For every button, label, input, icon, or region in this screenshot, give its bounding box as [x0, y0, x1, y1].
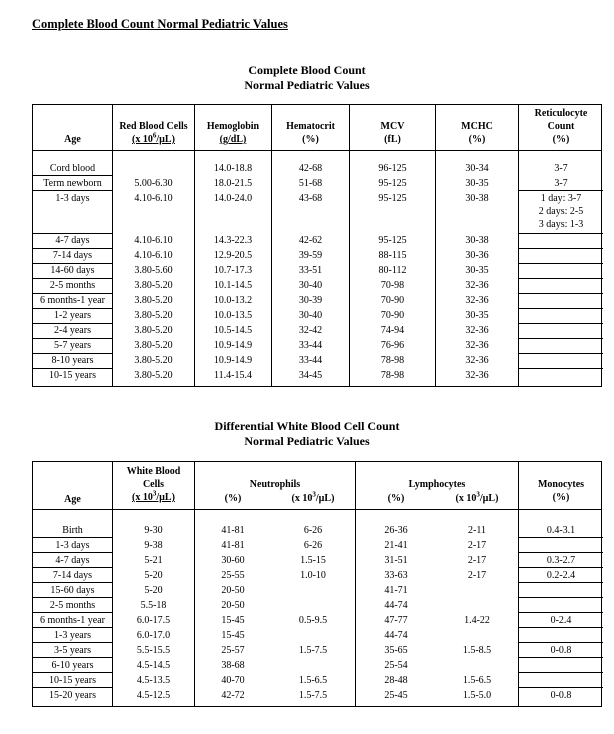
wbc-cell-wbc: 4.5-12.5 [136, 690, 171, 701]
cbc-cell-mcv: 70-90 [380, 310, 405, 321]
wbc-cell-np: 30-60 [221, 555, 245, 566]
wbc-cell-np: 25-57 [221, 645, 245, 656]
cbc-cell-age: Term newborn [43, 178, 102, 189]
wbc-cell-age: 1-3 days [55, 540, 90, 551]
cbc-cell-mchc: 30-35 [465, 178, 489, 189]
cbc-cell-mchc: 30-36 [465, 250, 489, 261]
cbc-cell-rbc: 4.10-6.10 [134, 250, 173, 261]
cbc-cell-rbc: 3.80-5.20 [134, 340, 173, 351]
wbc-title-line1: Differential White Blood Cell Count [214, 419, 400, 433]
wbc-cell-wbc: 5.5-18 [140, 600, 167, 611]
wbc-cell-na: 1.5-6.5 [298, 675, 328, 686]
cbc-cell-age: 8-10 years [51, 355, 94, 366]
cbc-cell-mchc: 32-36 [465, 295, 489, 306]
wbc-cell-na: 1.0-10 [300, 570, 326, 581]
wbc-cell-la: 1.5-5.0 [462, 690, 492, 701]
wbc-cell-lp: 26-36 [384, 525, 408, 536]
cbc-cell-retic: 3-7 [554, 163, 568, 174]
wbc-cell-mono: 0-2.4 [550, 615, 572, 626]
cbc-cell-mchc: 30-38 [465, 193, 489, 204]
wbc-cell-np: 15-45 [221, 630, 245, 641]
cbc-cell-rbc: 3.80-5.20 [134, 310, 173, 321]
cbc-cell-mcv: 70-98 [380, 280, 405, 291]
cbc-cell-mchc: 30-35 [465, 265, 489, 276]
wbc-cell-age: 4-7 days [55, 555, 90, 566]
cbc-cell-hct: 51-68 [298, 178, 323, 189]
wbc-cell-na: 0.5-9.5 [298, 615, 328, 626]
wbc-cell-age: 15-60 days [50, 585, 95, 596]
wbc-cell-na: 6-26 [303, 525, 323, 536]
wbc-cell-lp: 33-63 [384, 570, 408, 581]
cbc-cell-hgb: 11.4-15.4 [214, 370, 252, 381]
wbc-cell-age: 2-5 months [49, 600, 96, 611]
wbc-cell-lp: 21-41 [384, 540, 408, 551]
wbc-cell-age: 6 months-1 year [40, 615, 105, 626]
wbc-title-line2: Normal Pediatric Values [244, 434, 370, 448]
wbc-cell-lp: 44-74 [384, 600, 408, 611]
wbc-cell-wbc: 4.5-14.5 [136, 660, 171, 671]
cbc-cell-hct: 43-68 [298, 193, 323, 204]
cbc-cell-hct: 30-40 [298, 280, 323, 291]
cbc-cell-retic: 2 days: 2-5 [538, 206, 584, 217]
cbc-cell-hct: 42-68 [298, 163, 323, 174]
cbc-cell-hgb: 10.9-14.9 [213, 355, 253, 366]
cbc-cell-mchc: 30-34 [465, 163, 489, 174]
cbc-title-line1: Complete Blood Count [248, 63, 366, 77]
cbc-cell-mcv: 95-125 [378, 235, 407, 246]
cbc-header-rbc: Red Blood Cells (x $10^6/\mu L$) [119, 121, 188, 145]
cbc-cell-hgb: 14.0-18.8 [213, 163, 253, 174]
cbc-cell-rbc: 3.80-5.60 [134, 265, 173, 276]
cbc-header-hemoglobin: Hemoglobin (g/dL) [206, 121, 260, 145]
cbc-cell-hgb: 10.9-14.9 [213, 340, 253, 351]
cbc-cell-hgb: 14.0-24.0 [213, 193, 253, 204]
cbc-cell-rbc: 3.80-5.20 [134, 355, 173, 366]
cbc-cell-mcv: 78-98 [380, 370, 405, 381]
cbc-cell-mchc: 32-36 [465, 280, 489, 291]
wbc-cell-age: 1-3 years [54, 630, 91, 641]
wbc-cell-la: 1.5-8.5 [462, 645, 492, 656]
wbc-cell-np: 38-68 [221, 660, 245, 671]
cbc-cell-mcv: 80-112 [378, 265, 407, 276]
cbc-cell-age: 6 months-1 year [40, 295, 105, 306]
cbc-cell-hgb: 18.0-21.5 [213, 178, 253, 189]
cbc-cell-mchc: 32-36 [465, 325, 489, 336]
cbc-cell-mchc: 30-35 [465, 310, 489, 321]
wbc-header-lymphocytes-abs: (x $10^3/\mu L$) [455, 490, 499, 504]
wbc-cell-wbc: 5.5-15.5 [136, 645, 171, 656]
wbc-header-wbc: White Blood Cells (x $10^3/\mu L$) [126, 466, 181, 503]
wbc-cell-wbc: 9-30 [144, 525, 163, 536]
cbc-cell-age: 7-14 days [52, 250, 93, 261]
cbc-cell-hct: 33-44 [298, 355, 323, 366]
wbc-cell-lp: 44-74 [384, 630, 408, 641]
wbc-cell-lp: 47-77 [384, 615, 408, 626]
wbc-cell-np: 40-70 [221, 675, 245, 686]
wbc-cell-mono: 0-0.8 [550, 645, 572, 656]
wbc-title [0, 419, 614, 449]
cbc-cell-hct: 30-40 [298, 310, 323, 321]
wbc-header-lymphocytes-pct: (%) [387, 493, 405, 504]
wbc-cell-na: 1.5-15 [300, 555, 326, 566]
wbc-cell-age: 15-20 years [49, 690, 96, 701]
wbc-cell-np: 25-55 [221, 570, 245, 581]
wbc-table [32, 461, 602, 707]
wbc-cell-lp: 25-54 [384, 660, 408, 671]
cbc-cell-hct: 33-51 [298, 265, 323, 276]
cbc-cell-mcv: 88-115 [378, 250, 407, 261]
cbc-cell-mcv: 78-98 [380, 355, 405, 366]
cbc-cell-hct: 34-45 [298, 370, 323, 381]
cbc-cell-hgb: 10.1-14.5 [213, 280, 253, 291]
wbc-cell-lp: 28-48 [384, 675, 408, 686]
wbc-cell-mono: 0.3-2.7 [546, 555, 576, 566]
wbc-cell-lp: 31-51 [384, 555, 408, 566]
cbc-cell-mcv: 95-125 [378, 178, 407, 189]
cbc-cell-mcv: 76-96 [380, 340, 405, 351]
wbc-cell-la: 2-17 [467, 570, 487, 581]
cbc-cell-retic: 1 day: 3-7 [540, 193, 582, 204]
cbc-cell-rbc: 4.10-6.10 [134, 235, 173, 246]
cbc-cell-age: Cord blood [49, 163, 96, 174]
wbc-cell-la: 2-17 [467, 555, 487, 566]
cbc-header-mcv: MCV (fL) [380, 121, 405, 145]
cbc-cell-rbc: 3.80-5.20 [134, 295, 173, 306]
wbc-cell-wbc: 4.5-13.5 [136, 675, 171, 686]
cbc-cell-age: 2-5 months [49, 280, 96, 291]
wbc-cell-np: 15-45 [221, 615, 245, 626]
wbc-cell-age: 6-10 years [51, 660, 94, 671]
cbc-header-reticulocyte: Reticulocyte Count (%) [534, 108, 588, 145]
cbc-cell-hct: 33-44 [298, 340, 323, 351]
cbc-header-age: Age [64, 134, 81, 145]
document-title: Complete Blood Count Normal Pediatric Values [32, 17, 288, 31]
wbc-cell-wbc: 9-38 [144, 540, 163, 551]
wbc-cell-la: 2-11 [468, 525, 486, 536]
cbc-cell-rbc: 3.80-5.20 [134, 325, 173, 336]
cbc-cell-hgb: 14.3-22.3 [213, 235, 253, 246]
wbc-cell-age: Birth [62, 525, 83, 536]
wbc-header-neutrophils: Neutrophils [249, 479, 301, 490]
wbc-header-age: Age [64, 494, 81, 505]
wbc-cell-la: 1.4-22 [464, 615, 490, 626]
cbc-cell-hct: 32-42 [298, 325, 323, 336]
wbc-cell-age: 10-15 years [49, 675, 96, 686]
wbc-cell-wbc: 5-20 [144, 585, 163, 596]
cbc-cell-mcv: 74-94 [380, 325, 405, 336]
cbc-cell-retic: 3-7 [554, 178, 568, 189]
cbc-cell-hgb: 10.0-13.5 [213, 310, 253, 321]
cbc-cell-age: 5-7 years [54, 340, 91, 351]
cbc-cell-rbc: 3.80-5.20 [134, 370, 173, 381]
cbc-cell-age: 14-60 days [50, 265, 95, 276]
cbc-cell-mchc: 32-36 [465, 370, 489, 381]
cbc-table [32, 104, 602, 387]
wbc-cell-na: 6-26 [303, 540, 323, 551]
wbc-cell-la: 1.5-6.5 [462, 675, 492, 686]
wbc-header-lymphocytes: Lymphocytes [408, 479, 466, 490]
cbc-cell-age: 4-7 days [55, 235, 90, 246]
cbc-cell-hct: 42-62 [298, 235, 323, 246]
wbc-cell-age: 3-5 years [54, 645, 91, 656]
cbc-cell-age: 10-15 years [49, 370, 96, 381]
cbc-cell-rbc: 3.80-5.20 [134, 280, 173, 291]
cbc-cell-age: 1-3 days [55, 193, 90, 204]
wbc-cell-wbc: 5-21 [144, 555, 163, 566]
cbc-title [0, 63, 614, 93]
wbc-header-neutrophils-abs: (x $10^3/\mu L$) [291, 490, 335, 504]
wbc-header-neutrophils-pct: (%) [224, 493, 242, 504]
cbc-cell-hgb: 10.0-13.2 [213, 295, 253, 306]
wbc-cell-lp: 25-45 [384, 690, 408, 701]
wbc-cell-np: 41-81 [221, 540, 245, 551]
wbc-cell-na: 1.5-7.5 [298, 645, 328, 656]
cbc-header-mchc: MCHC (%) [461, 121, 493, 145]
wbc-header-monocytes: Monocytes (%) [537, 479, 585, 503]
cbc-cell-age: 2-4 years [54, 325, 91, 336]
wbc-cell-mono: 0.4-3.1 [546, 525, 576, 536]
wbc-cell-wbc: 6.0-17.0 [136, 630, 171, 641]
wbc-cell-np: 41-81 [221, 525, 245, 536]
cbc-cell-rbc: 4.10-6.10 [134, 193, 173, 204]
wbc-cell-np: 20-50 [221, 600, 245, 611]
wbc-cell-mono: 0.2-2.4 [546, 570, 576, 581]
wbc-cell-lp: 41-71 [384, 585, 408, 596]
cbc-cell-mcv: 95-125 [378, 193, 407, 204]
cbc-cell-hct: 30-39 [298, 295, 323, 306]
cbc-cell-rbc: 5.00-6.30 [134, 178, 173, 189]
cbc-title-line2: Normal Pediatric Values [244, 78, 370, 92]
wbc-cell-np: 20-50 [221, 585, 245, 596]
cbc-cell-hct: 39-59 [298, 250, 323, 261]
wbc-cell-wbc: 5-20 [144, 570, 163, 581]
wbc-cell-na: 1.5-7.5 [298, 690, 328, 701]
cbc-header-hematocrit: Hematocrit (%) [286, 121, 335, 145]
wbc-cell-wbc: 6.0-17.5 [136, 615, 171, 626]
cbc-cell-retic: 3 days: 1-3 [538, 219, 584, 230]
wbc-cell-age: 7-14 days [52, 570, 93, 581]
wbc-cell-mono: 0-0.8 [550, 690, 572, 701]
cbc-cell-mcv: 96-125 [378, 163, 407, 174]
cbc-cell-mchc: 32-36 [465, 355, 489, 366]
cbc-cell-mcv: 70-90 [380, 295, 405, 306]
wbc-cell-lp: 35-65 [384, 645, 408, 656]
wbc-cell-la: 2-17 [467, 540, 487, 551]
cbc-cell-mchc: 30-38 [465, 235, 489, 246]
cbc-cell-mchc: 32-36 [465, 340, 489, 351]
cbc-cell-hgb: 12.9-20.5 [213, 250, 253, 261]
wbc-cell-np: 42-72 [221, 690, 245, 701]
cbc-cell-age: 1-2 years [54, 310, 91, 321]
cbc-cell-hgb: 10.7-17.3 [213, 265, 253, 276]
cbc-cell-hgb: 10.5-14.5 [213, 325, 253, 336]
